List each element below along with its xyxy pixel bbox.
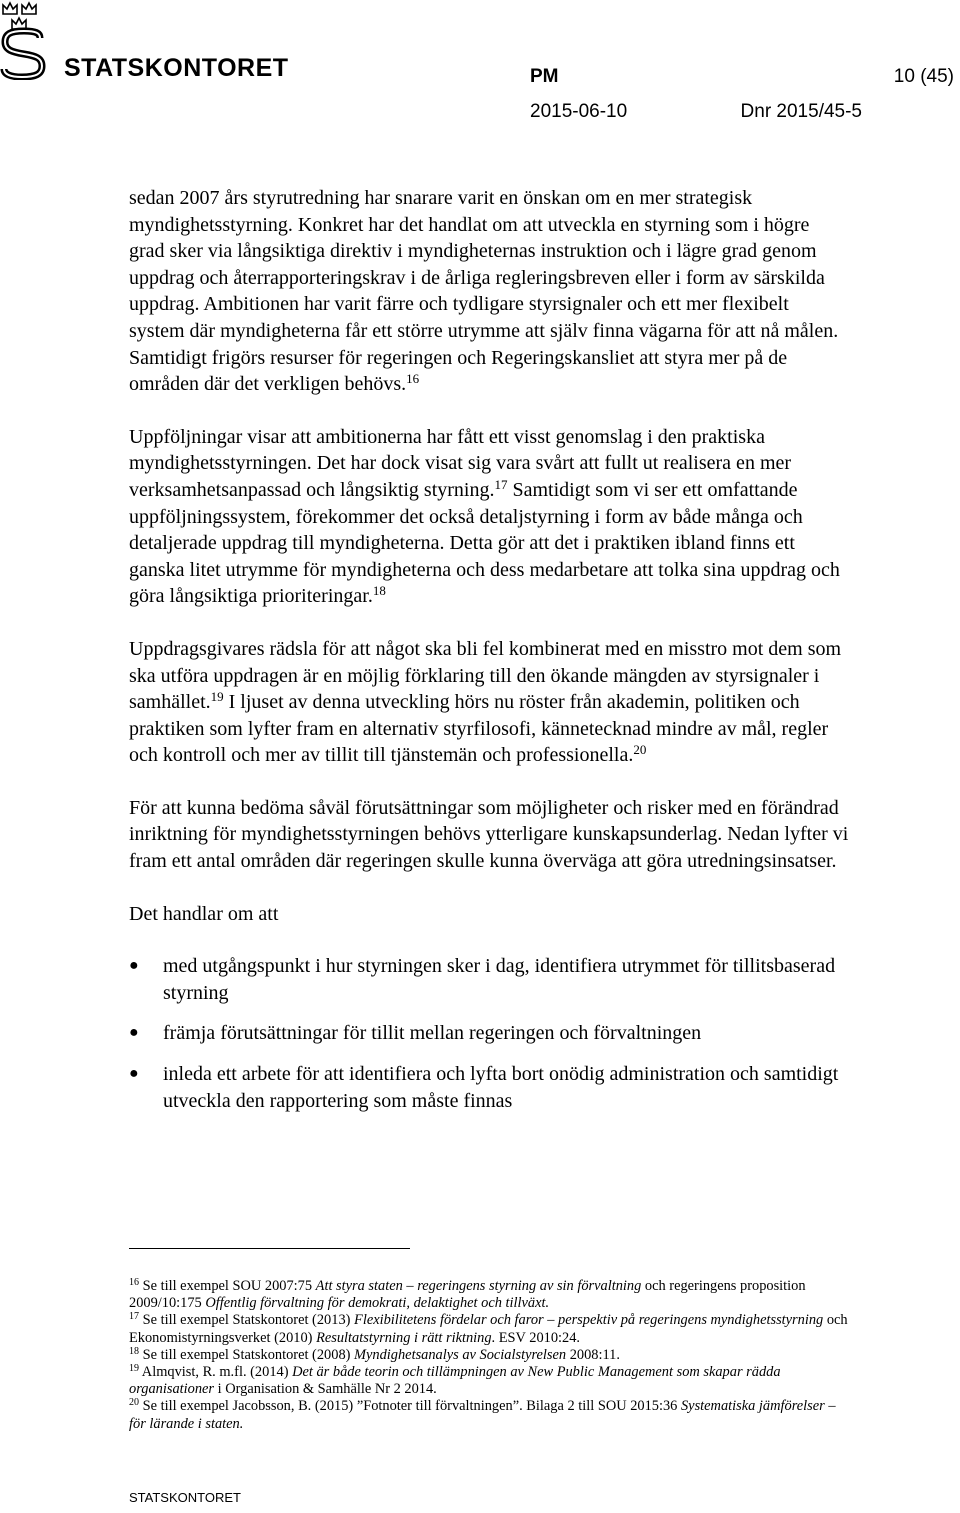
footnote-ref: 20 <box>633 742 647 758</box>
paragraph: Uppdragsgivares rädsla för att något ska bli fel kombinerat med en misstro mot dem som ska utföra uppdragen är en möjlig förklaring till den ökande mängden av styrsignaler i samhället.$^{19}$ I ljuset av denna utveckling hörs nu röster från akademin, politiken och praktiken som lyfter fram en alternativ styrfilosofi, kännetecknad mindre av mål, regler och kontroll och mer av tillit till tjänstemän och professionella.$^{20}$ <box>129 637 842 767</box>
body-text <box>129 185 849 1128</box>
logo-wordmark: STATSKONTORET <box>64 54 289 82</box>
paragraph: sedan 2007 års styrutredning har snarare varit en önskan om en mer strategisk myndighetsstyrning. Konkret har det handlat om att utveckla en styrning som i högre grad sker via långsiktiga direktiv i myndigheternas instruktion och i lägre grad genom uppdrag och återrapporteringskrav i de årliga regleringsbreven eller i form av särskilda uppdrag. Ambitionen har varit färre och tydligare styrsignaler och ett mer flexibelt system där myndigheterna får ett större utrymme att själv finna vägarna för att nå målen. Samtidigt frigörs resurser för regeringen och Regeringskansliet att styra mer på de områden där det verkligen behövs.$^{16}$ <box>129 187 839 396</box>
footnote-ref: 16 <box>406 371 420 387</box>
footnote-ref: 17 <box>494 476 508 492</box>
footer-organization: STATSKONTORET <box>129 1490 241 1505</box>
diary-number: Dnr 2015/45-5 <box>740 101 862 122</box>
list-item: ● främja förutsättningar för tillit mellan regeringen och förvaltningen <box>129 1020 849 1047</box>
paragraph: Uppföljningar visar att ambitionerna har fått ett visst genomslag i den praktiska myndighetsstyrningen. Det har dock visat sig vara svårt att fullt ut realisera en mer verksamhetsanpassad och långsiktig styrning.$^{17}$ Samtidigt som vi ser ett omfattande uppföljningssystem, förekommer det också detaljstyrning i form av både många och detaljerade uppdrag till myndigheterna. Detta gör att det i praktiken ibland finns ett ganska litet utrymme för myndigheterna och dess medarbetare att tolka sina uppdrag och göra långsiktiga prioriteringar.$^{18}$ <box>129 425 840 608</box>
bullet-icon: ● <box>129 1065 139 1083</box>
paragraph: Det handlar om att <box>129 902 279 925</box>
footnote-18: $^{18}$ Se till exempel Statskontoret (2008) Myndighetsanalys av Socialstyrelsen 2008:11. <box>129 1345 620 1363</box>
crown-s-emblem-icon <box>0 0 60 80</box>
footnotes <box>129 1278 849 1433</box>
footnote-ref: 18 <box>372 583 386 599</box>
document-type: PM <box>530 66 559 87</box>
page-number: 10 (45) <box>893 66 954 87</box>
list-item: ● inleda ett arbete för att identifiera och lyfta bort onödig administration och samtidigt utveckla den rapportering som måste finnas <box>129 1063 839 1112</box>
list-item: ● med utgångspunkt i hur styrningen sker i dag, identifiera utrymmet för tillitsbaserad styrning <box>129 955 836 1004</box>
footnote-ref: 19 <box>210 689 224 705</box>
bullet-list <box>129 953 849 1114</box>
bullet-icon: ● <box>129 957 139 975</box>
bullet-icon: ● <box>129 1024 139 1042</box>
footnote-divider <box>129 1248 410 1249</box>
footnote-19: $^{19}$ Almqvist, R. m.fl. (2014) Det är både teorin och tillämpningen av New Public Management som skapar rädda organisationer i Organisation & Samhälle Nr 2 2014. <box>129 1363 781 1398</box>
footnote-20: $^{20}$ Se till exempel Jacobsson, B. (2015) ”Fotnoter till förvaltningen”. Bilaga 2 till SOU 2015:36 Systematiska jämförelser – för lärande i staten. <box>129 1397 836 1432</box>
document-date: 2015-06-10 <box>530 101 628 122</box>
footnote-17: $^{17}$ Se till exempel Statskontoret (2013) Flexibilitetens fördelar och faror – perspektiv på regeringens myndighetsstyrning och Ekonomistyrningsverket (2010) Resultatstyrning i rätt riktning. ESV 2010:24. <box>129 1311 848 1346</box>
paragraph: För att kunna bedöma såväl förutsättningar som möjligheter och risker med en förändrad inriktning för myndighetsstyrningen behövs ytterligare kunskapsunderlag. Nedan lyfter vi fram ett antal områden där regeringen skulle kunna överväga att göra utredningsinsatser. <box>129 796 849 873</box>
footnote-16: $^{16}$ Se till exempel SOU 2007:75 Att styra staten – regeringens styrning av sin förvaltning och regeringens proposition 2009/10:175 Offentlig förvaltning för demokrati, delaktighet och tillväxt. <box>129 1277 806 1312</box>
